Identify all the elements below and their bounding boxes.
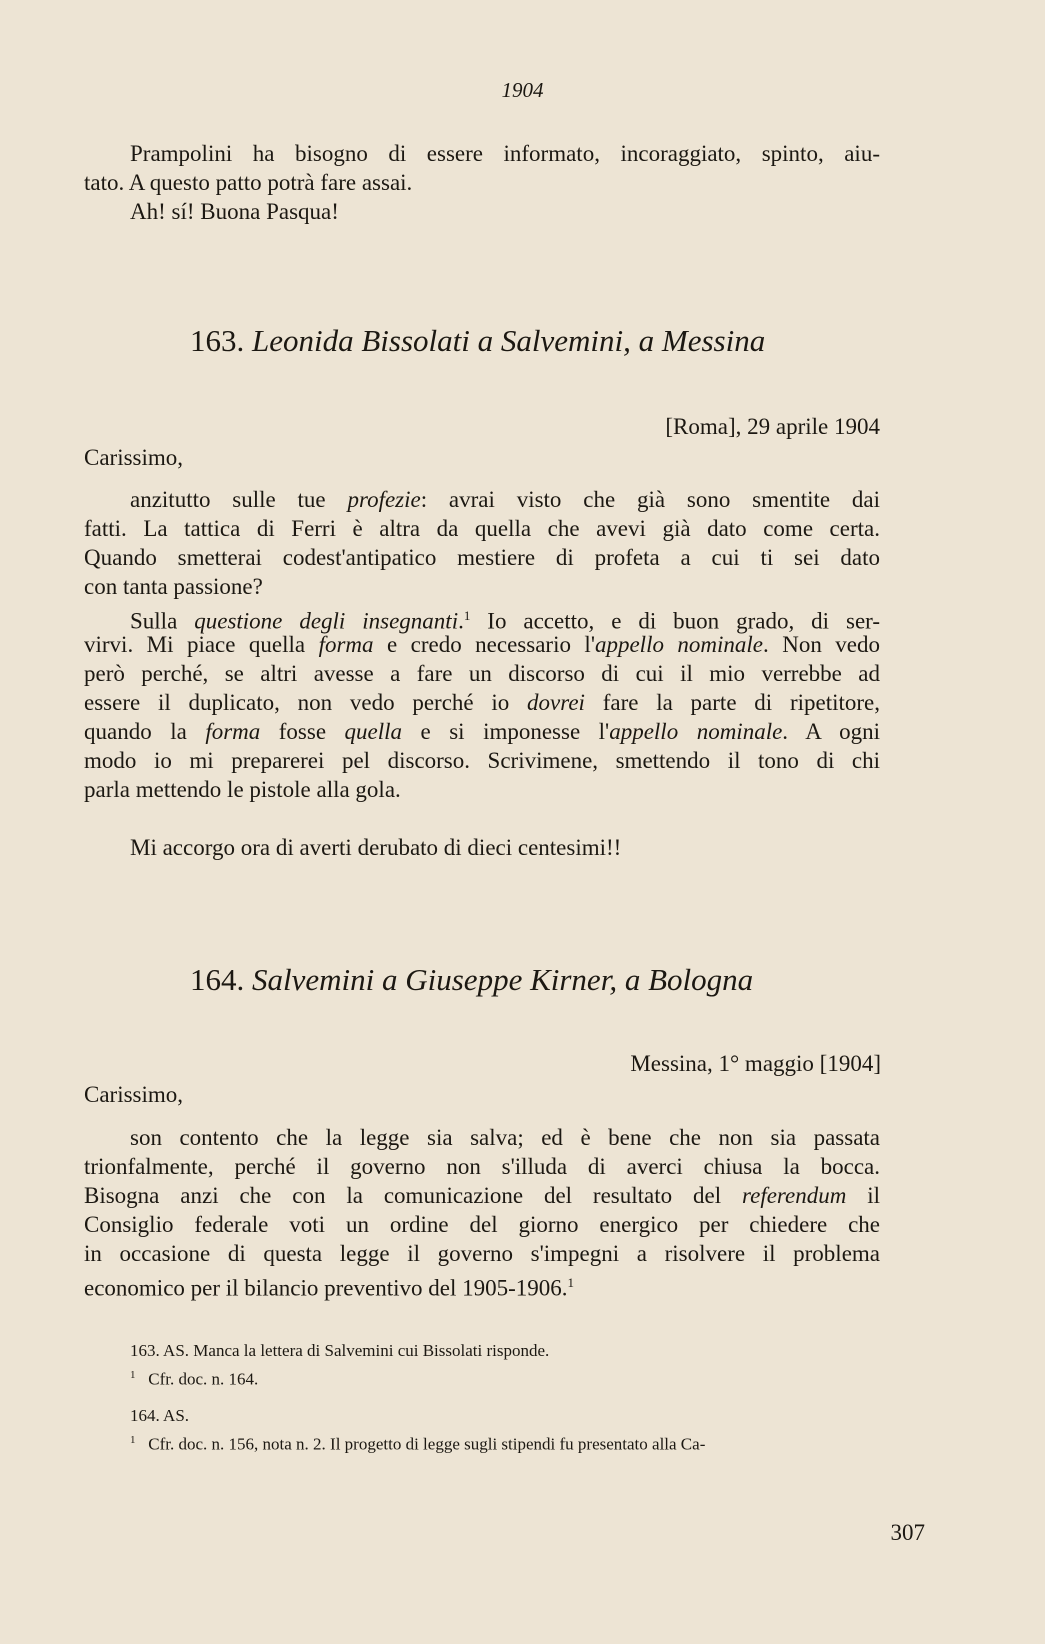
letter-163-title: Leonida Bissolati a Salvemini, a Messina xyxy=(252,323,766,358)
letter-163-salutation: Carissimo, xyxy=(84,445,184,470)
intro-line-2: tato. A questo patto potrà fare assai. xyxy=(84,170,413,195)
letter-163-p1-line-4: con tanta passione? xyxy=(84,574,263,599)
letter-163-p2-line-5: quando la forma fosse quella e si imponesse l'appello nominale. A ogni xyxy=(84,719,881,744)
letter-163-p2-line-6: modo io mi preparerei pel discorso. Scrivimene, smettendo il tono di chi xyxy=(84,748,880,773)
letter-163-p2-line-4: essere il duplicato, non vedo perché io dovrei fare la parte di ripetitore, xyxy=(84,690,880,715)
letter-164-p1-line-2: trionfalmente, perché il governo non s'illuda di averci chiusa la bocca. xyxy=(84,1154,880,1179)
letter-163-p3: Mi accorgo ora di averti derubato di dieci centesimi!! xyxy=(130,835,622,860)
letter-163-p1-line-2: fatti. La tattica di Ferri è altra da quella che avevi già dato come certa. xyxy=(84,516,880,541)
note-164: 164. AS. xyxy=(130,1406,190,1425)
letter-163-p2-line-2: virvi. Mi piace quella forma e credo necessario l'appello nominale. Non vedo xyxy=(84,632,880,657)
letter-164-p1-line-5: in occasione di questa legge il governo s'impegni a risolvere il problema xyxy=(84,1241,880,1266)
letter-164-p1-line-3: Bisogna anzi che con la comunicazione del resultato del referendum il xyxy=(84,1183,881,1208)
letter-163-p2-line-7: parla mettendo le pistole alla gola. xyxy=(84,777,401,802)
letter-163-p1-line-1: anzitutto sulle tue profezie: avrai visto che già sono smentite dai xyxy=(130,487,880,512)
footnote-ref-1: 1 xyxy=(567,1275,575,1290)
letter-163-p2-line-1: Sulla questione degli insegnanti.$^1$ Io accetto, e di buon grado, di ser- xyxy=(130,608,881,634)
letter-164-p1-line-1: son contento che la legge sia salva; ed è bene che non sia passata xyxy=(130,1125,880,1150)
note-163: 163. AS. Manca la lettera di Salvemini cui Bissolati risponde. xyxy=(130,1341,550,1360)
letter-164-salutation: Carissimo, xyxy=(84,1082,184,1107)
page-number: 307 xyxy=(890,1520,925,1545)
note-164-1: $^1$ Cfr. doc. n. 156, nota n. 2. Il progetto di legge sugli stipendi fu presentato alla Ca- xyxy=(130,1434,706,1454)
letter-163-place-date: [Roma], 29 aprile 1904 xyxy=(665,414,880,439)
intro-line-3: Ah! sí! Buona Pasqua! xyxy=(130,199,339,224)
letter-163-p2-line-3: però perché, se altri avesse a fare un discorso di cui il mio verrebbe ad xyxy=(84,661,880,686)
letter-164-heading xyxy=(190,962,753,998)
letter-163-heading xyxy=(190,323,765,359)
letter-164-number: 164. xyxy=(190,962,245,997)
note-mark: 1 xyxy=(130,1434,136,1446)
running-header-year: 1904 xyxy=(501,78,544,102)
letter-163-number: 163. xyxy=(190,323,245,358)
intro-line-1: Prampolini ha bisogno di essere informato, incoraggiato, spinto, aiu- xyxy=(130,141,880,166)
letter-164-p1-line-6: economico per il bilancio preventivo del 1905-1906.$^1$ xyxy=(84,1275,575,1301)
letter-164-title: Salvemini a Giuseppe Kirner, a Bologna xyxy=(252,962,754,997)
letter-164-place-date: Messina, 1° maggio [1904] xyxy=(630,1051,881,1076)
letter-164-p1-line-4: Consiglio federale voti un ordine del giorno energico per chiedere che xyxy=(84,1212,880,1237)
footnote-ref-1: 1 xyxy=(463,608,471,623)
letter-163-p1-line-3: Quando smetterai codest'antipatico mestiere di profeta a cui ti sei dato xyxy=(84,545,880,570)
note-163-1: $^1$ Cfr. doc. n. 164. xyxy=(130,1369,259,1389)
note-mark: 1 xyxy=(130,1369,136,1381)
